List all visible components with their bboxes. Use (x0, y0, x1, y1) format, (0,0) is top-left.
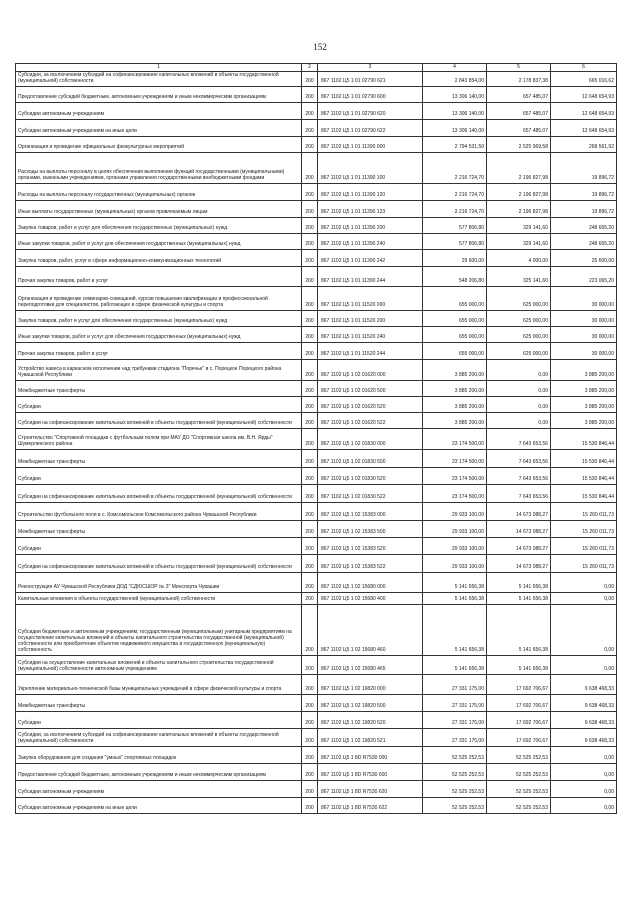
table-row (16, 798, 617, 814)
approved-amount-cell: 655 000,00 (423, 327, 487, 343)
expenditure-name-cell: Субсидии автономным учреждениям на иные цели (16, 120, 302, 137)
table-row (16, 201, 617, 218)
executed-amount-cell: 657 485,07 (487, 87, 551, 103)
approved-amount-cell: 52 525 252,53 (423, 764, 487, 781)
line-code-cell: 200 (302, 397, 318, 413)
budget-classification-code-cell: 867 1102 Ц5 1 01 11390 123 (318, 201, 423, 218)
expenditure-name-cell: Субсидии автономным учреждениям на иные цели (16, 798, 302, 814)
executed-amount-cell: 5 141 656,38 (487, 605, 551, 656)
budget-execution-table (15, 63, 617, 814)
budget-classification-code-cell: 867 1102 Ц5 1 8D R7530 000 (318, 747, 423, 764)
executed-amount-cell: 52 525 252,53 (487, 747, 551, 764)
approved-amount-cell: 13 306 140,00 (423, 120, 487, 137)
page-number: 152 (313, 42, 327, 52)
expenditure-name-cell: Межбюджетные трансферты (16, 450, 302, 468)
expenditure-name-cell: Устройство навеса в каркасном исполнении над трибунами стадиона "Поречье" в с. Порецкое Порецкого района Чувашской Республики (16, 360, 302, 381)
expenditure-name-cell: Укрепление материально-технической базы муниципальных учреждений в сфере физической культуры и спорта (16, 675, 302, 695)
table-row (16, 593, 617, 605)
table-row (16, 381, 617, 397)
expenditure-name-cell: Субсидии (16, 712, 302, 729)
table-row (16, 360, 617, 381)
approved-amount-cell: 2 843 854,00 (423, 72, 487, 87)
table-row (16, 712, 617, 729)
unexecuted-amount-cell: 3 885 200,00 (551, 413, 617, 429)
budget-classification-code-cell: 867 1102 Ц5 1 02 15680 000 (318, 573, 423, 593)
approved-amount-cell: 577 806,80 (423, 234, 487, 250)
executed-amount-cell: 5 141 656,38 (487, 656, 551, 675)
expenditure-name-cell: Строительство футбольного поля в с. Комсомольское Комсомольского района Чувашской Республики (16, 503, 302, 521)
executed-amount-cell: 625 000,00 (487, 287, 551, 311)
unexecuted-amount-cell: 9 638 468,33 (551, 712, 617, 729)
expenditure-name-cell: Субсидии, за исключением субсидий на софинансирование капитальных вложений в объекты государственной (муниципальной) собственности (16, 72, 302, 87)
approved-amount-cell: 2 794 531,50 (423, 137, 487, 153)
table-row (16, 103, 617, 120)
line-code-cell: 200 (302, 656, 318, 675)
budget-classification-code-cell: 867 1102 Ц5 1 01 11520 240 (318, 327, 423, 343)
line-code-cell: 200 (302, 360, 318, 381)
budget-classification-code-cell: 867 1102 Ц5 1 02 01620 520 (318, 397, 423, 413)
budget-classification-code-cell: 867 1102 Ц5 1 02 15680 460 (318, 605, 423, 656)
line-code-cell: 200 (302, 605, 318, 656)
executed-amount-cell: 52 525 252,53 (487, 798, 551, 814)
budget-classification-code-cell: 867 1102 Ц5 1 01 02790 621 (318, 72, 423, 87)
line-code-cell: 200 (302, 712, 318, 729)
expenditure-name-cell: Иные выплаты государственных (муниципальных) органов привлекаемым лицам (16, 201, 302, 218)
unexecuted-amount-cell: 223 065,20 (551, 267, 617, 287)
table-row (16, 573, 617, 593)
approved-amount-cell: 13 306 140,00 (423, 87, 487, 103)
expenditure-name-cell: Прочая закупка товаров, работ и услуг (16, 343, 302, 360)
approved-amount-cell: 23 174 500,00 (423, 485, 487, 503)
unexecuted-amount-cell: 12 648 654,93 (551, 87, 617, 103)
expenditure-name-cell: Иные закупки товаров, работ и услуг для обеспечения государственных (муниципальных) нужд (16, 327, 302, 343)
line-code-cell: 200 (302, 343, 318, 360)
unexecuted-amount-cell: 0,00 (551, 764, 617, 781)
executed-amount-cell: 17 692 706,67 (487, 712, 551, 729)
approved-amount-cell: 5 141 656,38 (423, 573, 487, 593)
approved-amount-cell: 3 885 200,00 (423, 397, 487, 413)
unexecuted-amount-cell: 15 260 011,73 (551, 555, 617, 573)
unexecuted-amount-cell: 9 638 468,33 (551, 729, 617, 747)
expenditure-name-cell: Организация и проведение официальных физкультурных мероприятий (16, 137, 302, 153)
table-row (16, 250, 617, 267)
approved-amount-cell: 3 885 200,00 (423, 381, 487, 397)
approved-amount-cell: 655 000,00 (423, 311, 487, 327)
budget-classification-code-cell: 867 1102 Ц5 1 01 11520 000 (318, 287, 423, 311)
executed-amount-cell: 7 643 653,56 (487, 468, 551, 485)
table-row (16, 468, 617, 485)
budget-classification-code-cell: 867 1102 Ц5 1 02 01830 000 (318, 429, 423, 450)
budget-classification-code-cell: 867 1102 Ц5 1 02 01830 522 (318, 485, 423, 503)
approved-amount-cell: 27 331 175,00 (423, 729, 487, 747)
budget-classification-code-cell: 867 1102 Ц5 1 01 11390 000 (318, 137, 423, 153)
budget-classification-code-cell: 867 1102 Ц5 1 8D R7530 620 (318, 781, 423, 798)
budget-classification-code-cell: 867 1102 Ц5 1 02 19820 520 (318, 712, 423, 729)
budget-classification-code-cell: 867 1102 Ц5 1 01 11390 244 (318, 267, 423, 287)
unexecuted-amount-cell: 3 885 200,00 (551, 360, 617, 381)
column-header: 1 (16, 64, 302, 72)
table-row (16, 397, 617, 413)
line-code-cell: 200 (302, 250, 318, 267)
expenditure-name-cell: Субсидии на софинансирование капитальных вложений в объекты государственной (муниципальной) собственности (16, 413, 302, 429)
budget-classification-code-cell: 867 1102 Ц5 1 02 01620 500 (318, 381, 423, 397)
unexecuted-amount-cell: 19 896,72 (551, 153, 617, 184)
line-code-cell: 200 (302, 153, 318, 184)
table-row (16, 729, 617, 747)
approved-amount-cell: 23 174 500,00 (423, 450, 487, 468)
approved-amount-cell: 2 216 724,70 (423, 153, 487, 184)
line-code-cell: 200 (302, 555, 318, 573)
line-code-cell: 200 (302, 764, 318, 781)
approved-amount-cell: 29 933 100,00 (423, 503, 487, 521)
line-code-cell: 200 (302, 327, 318, 343)
executed-amount-cell: 17 692 706,67 (487, 729, 551, 747)
executed-amount-cell: 17 692 706,67 (487, 675, 551, 695)
unexecuted-amount-cell: 665 016,62 (551, 72, 617, 87)
approved-amount-cell: 655 000,00 (423, 287, 487, 311)
expenditure-name-cell: Реконструкция АУ Чувашской Республики ДОД "СДЮСШОР № 3" Минспорта Чувашии (16, 573, 302, 593)
executed-amount-cell: 52 525 252,53 (487, 781, 551, 798)
line-code-cell: 200 (302, 234, 318, 250)
unexecuted-amount-cell: 0,00 (551, 781, 617, 798)
executed-amount-cell: 2 196 827,98 (487, 153, 551, 184)
table-row (16, 781, 617, 798)
unexecuted-amount-cell: 19 896,72 (551, 201, 617, 218)
budget-classification-code-cell: 867 1102 Ц5 1 02 19820 000 (318, 675, 423, 695)
table-row (16, 287, 617, 311)
line-code-cell: 200 (302, 450, 318, 468)
table-row (16, 153, 617, 184)
unexecuted-amount-cell: 30 000,00 (551, 311, 617, 327)
budget-classification-code-cell: 867 1102 Ц5 1 02 19820 521 (318, 729, 423, 747)
line-code-cell: 200 (302, 287, 318, 311)
expenditure-name-cell: Субсидии (16, 397, 302, 413)
budget-classification-code-cell: 867 1102 Ц5 1 01 02790 600 (318, 87, 423, 103)
line-code-cell: 200 (302, 120, 318, 137)
unexecuted-amount-cell: 15 530 846,44 (551, 450, 617, 468)
expenditure-name-cell: Субсидии на осуществление капитальных вложений в объекты капитального строительства государственной (муниципальной) собственности автономным учреждениям (16, 656, 302, 675)
table-row (16, 184, 617, 201)
executed-amount-cell: 657 485,07 (487, 103, 551, 120)
executed-amount-cell: 14 673 088,27 (487, 538, 551, 555)
executed-amount-cell: 625 000,00 (487, 327, 551, 343)
approved-amount-cell: 548 206,80 (423, 267, 487, 287)
expenditure-name-cell: Капитальные вложения в объекты государственной (муниципальной) собственности (16, 593, 302, 605)
line-code-cell: 200 (302, 429, 318, 450)
executed-amount-cell: 14 673 088,27 (487, 521, 551, 538)
approved-amount-cell: 5 141 656,38 (423, 605, 487, 656)
budget-classification-code-cell: 867 1102 Ц5 1 02 15383 000 (318, 503, 423, 521)
executed-amount-cell: 657 485,07 (487, 120, 551, 137)
approved-amount-cell: 27 331 175,00 (423, 695, 487, 712)
unexecuted-amount-cell: 15 260 011,73 (551, 521, 617, 538)
budget-classification-code-cell: 867 1102 Ц5 1 01 11520 244 (318, 343, 423, 360)
budget-classification-code-cell: 867 1102 Ц5 1 8D R7530 622 (318, 798, 423, 814)
line-code-cell: 200 (302, 218, 318, 234)
budget-classification-code-cell: 867 1102 Ц5 1 01 11390 100 (318, 153, 423, 184)
unexecuted-amount-cell: 12 648 654,93 (551, 120, 617, 137)
expenditure-name-cell: Прочая закупка товаров, работ и услуг (16, 267, 302, 287)
executed-amount-cell: 2 525 969,58 (487, 137, 551, 153)
budget-classification-code-cell: 867 1102 Ц5 1 01 11390 240 (318, 234, 423, 250)
table-row (16, 538, 617, 555)
budget-classification-code-cell: 867 1102 Ц5 1 02 15383 500 (318, 521, 423, 538)
approved-amount-cell: 52 525 252,53 (423, 781, 487, 798)
unexecuted-amount-cell: 0,00 (551, 798, 617, 814)
budget-classification-code-cell: 867 1102 Ц5 1 02 01620 000 (318, 360, 423, 381)
budget-classification-code-cell: 867 1102 Ц5 1 01 02790 622 (318, 120, 423, 137)
budget-classification-code-cell: 867 1102 Ц5 1 01 11390 120 (318, 184, 423, 201)
approved-amount-cell: 577 806,80 (423, 218, 487, 234)
unexecuted-amount-cell: 15 260 011,73 (551, 503, 617, 521)
budget-classification-code-cell: 867 1102 Ц5 1 01 02790 620 (318, 103, 423, 120)
expenditure-name-cell: Расходы на выплаты персоналу в целях обеспечения выполнения функций государственными (муниципальными) органами, казенными учреждениями, органами управления государственными внебюджетными фондами (16, 153, 302, 184)
table-row (16, 521, 617, 538)
line-code-cell: 200 (302, 781, 318, 798)
unexecuted-amount-cell: 15 530 846,44 (551, 468, 617, 485)
approved-amount-cell: 23 174 500,00 (423, 429, 487, 450)
table-row (16, 485, 617, 503)
approved-amount-cell: 29 933 100,00 (423, 555, 487, 573)
budget-classification-code-cell: 867 1102 Ц5 1 01 11390 242 (318, 250, 423, 267)
executed-amount-cell: 7 643 653,56 (487, 450, 551, 468)
approved-amount-cell: 52 525 252,53 (423, 747, 487, 764)
executed-amount-cell: 7 643 653,56 (487, 429, 551, 450)
line-code-cell: 200 (302, 311, 318, 327)
expenditure-name-cell: Строительство "Спортивной площадки с футбольным полем при МАУ ДО "Спортивная школа им. В.Н. Ярды" Шумерлинского района (16, 429, 302, 450)
executed-amount-cell: 5 141 656,38 (487, 593, 551, 605)
column-number-row (16, 64, 617, 72)
executed-amount-cell: 0,00 (487, 381, 551, 397)
expenditure-name-cell: Субсидии автономным учреждениям (16, 781, 302, 798)
budget-classification-code-cell: 867 1102 Ц5 1 02 01620 522 (318, 413, 423, 429)
budget-classification-code-cell: 867 1102 Ц5 1 8D R7530 600 (318, 764, 423, 781)
expenditure-name-cell: Закупка оборудования для создания "умных" спортивных площадок (16, 747, 302, 764)
approved-amount-cell: 29 600,00 (423, 250, 487, 267)
executed-amount-cell: 7 643 653,56 (487, 485, 551, 503)
unexecuted-amount-cell: 0,00 (551, 605, 617, 656)
budget-classification-code-cell: 867 1102 Ц5 1 01 11520 200 (318, 311, 423, 327)
line-code-cell: 200 (302, 468, 318, 485)
expenditure-name-cell: Организация и проведение семинаров-совещаний, курсов повышения квалификации и профессиональной переподготовки для специалистов, работающих в сфере физической культуры и спорта (16, 287, 302, 311)
approved-amount-cell: 23 174 500,00 (423, 468, 487, 485)
column-header: 6 (551, 64, 617, 72)
unexecuted-amount-cell: 9 638 468,33 (551, 675, 617, 695)
approved-amount-cell: 5 141 656,38 (423, 593, 487, 605)
expenditure-name-cell: Предоставление субсидий бюджетным, автономным учреждениям и иным некоммерческим организациям (16, 764, 302, 781)
table-row (16, 413, 617, 429)
expenditure-name-cell: Расходы на выплаты персоналу государственных (муниципальных) органов (16, 184, 302, 201)
approved-amount-cell: 3 885 200,00 (423, 360, 487, 381)
approved-amount-cell: 3 885 200,00 (423, 413, 487, 429)
line-code-cell: 200 (302, 413, 318, 429)
expenditure-name-cell: Межбюджетные трансферты (16, 381, 302, 397)
column-header: 3 (318, 64, 423, 72)
line-code-cell: 200 (302, 798, 318, 814)
table-row (16, 605, 617, 656)
unexecuted-amount-cell: 248 665,20 (551, 234, 617, 250)
line-code-cell: 200 (302, 521, 318, 538)
executed-amount-cell: 14 673 088,27 (487, 503, 551, 521)
table-row (16, 555, 617, 573)
line-code-cell: 200 (302, 72, 318, 87)
table-row (16, 218, 617, 234)
expenditure-name-cell: Субсидии, за исключением субсидий на софинансирование капитальных вложений в объекты государственной (муниципальной) собственности (16, 729, 302, 747)
line-code-cell: 200 (302, 485, 318, 503)
executed-amount-cell: 0,00 (487, 360, 551, 381)
executed-amount-cell: 2 196 827,98 (487, 184, 551, 201)
executed-amount-cell: 2 196 827,98 (487, 201, 551, 218)
executed-amount-cell: 625 000,00 (487, 311, 551, 327)
approved-amount-cell: 52 525 252,53 (423, 798, 487, 814)
expenditure-name-cell: Субсидии на софинансирование капитальных вложений в объекты государственной (муниципальной) собственности (16, 485, 302, 503)
approved-amount-cell: 27 331 175,00 (423, 675, 487, 695)
approved-amount-cell: 29 933 100,00 (423, 538, 487, 555)
executed-amount-cell: 14 673 088,27 (487, 555, 551, 573)
table-row (16, 656, 617, 675)
table-row (16, 267, 617, 287)
unexecuted-amount-cell: 0,00 (551, 573, 617, 593)
executed-amount-cell: 0,00 (487, 413, 551, 429)
line-code-cell: 200 (302, 103, 318, 120)
unexecuted-amount-cell: 15 530 846,44 (551, 485, 617, 503)
approved-amount-cell: 29 933 100,00 (423, 521, 487, 538)
unexecuted-amount-cell: 19 896,72 (551, 184, 617, 201)
table-row (16, 747, 617, 764)
table-row (16, 503, 617, 521)
approved-amount-cell: 27 331 175,00 (423, 712, 487, 729)
unexecuted-amount-cell: 15 260 011,73 (551, 538, 617, 555)
unexecuted-amount-cell: 12 648 654,93 (551, 103, 617, 120)
unexecuted-amount-cell: 30 000,00 (551, 343, 617, 360)
unexecuted-amount-cell: 268 561,92 (551, 137, 617, 153)
line-code-cell: 200 (302, 381, 318, 397)
expenditure-name-cell: Межбюджетные трансферты (16, 695, 302, 712)
unexecuted-amount-cell: 9 638 468,33 (551, 695, 617, 712)
expenditure-name-cell: Закупка товаров, работ и услуг для обеспечения государственных (муниципальных) нужд (16, 218, 302, 234)
unexecuted-amount-cell: 0,00 (551, 747, 617, 764)
column-header: 2 (302, 64, 318, 72)
expenditure-name-cell: Субсидии автономным учреждениям (16, 103, 302, 120)
executed-amount-cell: 329 141,60 (487, 234, 551, 250)
unexecuted-amount-cell: 248 665,20 (551, 218, 617, 234)
table-row (16, 137, 617, 153)
budget-classification-code-cell: 867 1102 Ц5 1 02 15680 400 (318, 593, 423, 605)
table-row (16, 234, 617, 250)
line-code-cell: 200 (302, 675, 318, 695)
executed-amount-cell: 2 178 837,38 (487, 72, 551, 87)
line-code-cell: 200 (302, 593, 318, 605)
budget-classification-code-cell: 867 1102 Ц5 1 02 15383 520 (318, 538, 423, 555)
line-code-cell: 200 (302, 87, 318, 103)
budget-classification-code-cell: 867 1102 Ц5 1 02 15383 522 (318, 555, 423, 573)
executed-amount-cell: 625 000,00 (487, 343, 551, 360)
unexecuted-amount-cell: 0,00 (551, 593, 617, 605)
executed-amount-cell: 5 141 656,38 (487, 573, 551, 593)
budget-classification-code-cell: 867 1102 Ц5 1 02 15680 465 (318, 656, 423, 675)
budget-classification-code-cell: 867 1102 Ц5 1 01 11390 200 (318, 218, 423, 234)
executed-amount-cell: 52 525 252,53 (487, 764, 551, 781)
expenditure-name-cell: Закупка товаров, работ, услуг в сфере информационно-коммуникационных технологий (16, 250, 302, 267)
unexecuted-amount-cell: 0,00 (551, 656, 617, 675)
budget-classification-code-cell: 867 1102 Ц5 1 02 19820 500 (318, 695, 423, 712)
expenditure-name-cell: Субсидии (16, 538, 302, 555)
column-header: 5 (487, 64, 551, 72)
line-code-cell: 200 (302, 573, 318, 593)
approved-amount-cell: 655 000,00 (423, 343, 487, 360)
table-row (16, 675, 617, 695)
column-header: 4 (423, 64, 487, 72)
table-row (16, 87, 617, 103)
budget-classification-code-cell: 867 1102 Ц5 1 02 01830 500 (318, 450, 423, 468)
expenditure-name-cell: Субсидии (16, 468, 302, 485)
table-row (16, 343, 617, 360)
unexecuted-amount-cell: 3 885 200,00 (551, 397, 617, 413)
line-code-cell: 200 (302, 137, 318, 153)
line-code-cell: 200 (302, 503, 318, 521)
expenditure-name-cell: Межбюджетные трансферты (16, 521, 302, 538)
executed-amount-cell: 0,00 (487, 397, 551, 413)
executed-amount-cell: 17 692 706,67 (487, 695, 551, 712)
executed-amount-cell: 329 141,60 (487, 218, 551, 234)
expenditure-name-cell: Закупка товаров, работ и услуг для обеспечения государственных (муниципальных) нужд (16, 311, 302, 327)
approved-amount-cell: 2 216 724,70 (423, 201, 487, 218)
table-row (16, 429, 617, 450)
table-row (16, 695, 617, 712)
line-code-cell: 200 (302, 184, 318, 201)
table-row (16, 327, 617, 343)
expenditure-name-cell: Иные закупки товаров, работ и услуг для обеспечения государственных (муниципальных) нужд (16, 234, 302, 250)
table-row (16, 450, 617, 468)
table-row (16, 764, 617, 781)
approved-amount-cell: 2 216 724,70 (423, 184, 487, 201)
unexecuted-amount-cell: 30 000,00 (551, 327, 617, 343)
line-code-cell: 200 (302, 538, 318, 555)
line-code-cell: 200 (302, 267, 318, 287)
expenditure-name-cell: Субсидии бюджетным и автономным учреждениям, государственным (муниципальным) унитарным предприятиям на осуществление капитальных вложений в объекты капитального строительства государственной (муниципальной) собственности или приобретение объектов недвижимого имущества в государственную (муниципальную) собственность (16, 605, 302, 656)
approved-amount-cell: 5 141 656,38 (423, 656, 487, 675)
line-code-cell: 200 (302, 695, 318, 712)
unexecuted-amount-cell: 25 600,00 (551, 250, 617, 267)
unexecuted-amount-cell: 30 000,00 (551, 287, 617, 311)
expenditure-name-cell: Предоставление субсидий бюджетным, автономным учреждениям и иным некоммерческим организациям (16, 87, 302, 103)
approved-amount-cell: 13 306 140,00 (423, 103, 487, 120)
executed-amount-cell: 325 141,60 (487, 267, 551, 287)
table-row (16, 72, 617, 87)
unexecuted-amount-cell: 3 885 200,00 (551, 381, 617, 397)
line-code-cell: 200 (302, 747, 318, 764)
line-code-cell: 200 (302, 729, 318, 747)
table-row (16, 120, 617, 137)
line-code-cell: 200 (302, 201, 318, 218)
table-row (16, 311, 617, 327)
budget-classification-code-cell: 867 1102 Ц5 1 02 01830 520 (318, 468, 423, 485)
unexecuted-amount-cell: 15 530 846,44 (551, 429, 617, 450)
executed-amount-cell: 4 000,00 (487, 250, 551, 267)
expenditure-name-cell: Субсидии на софинансирование капитальных вложений в объекты государственной (муниципальной) собственности (16, 555, 302, 573)
